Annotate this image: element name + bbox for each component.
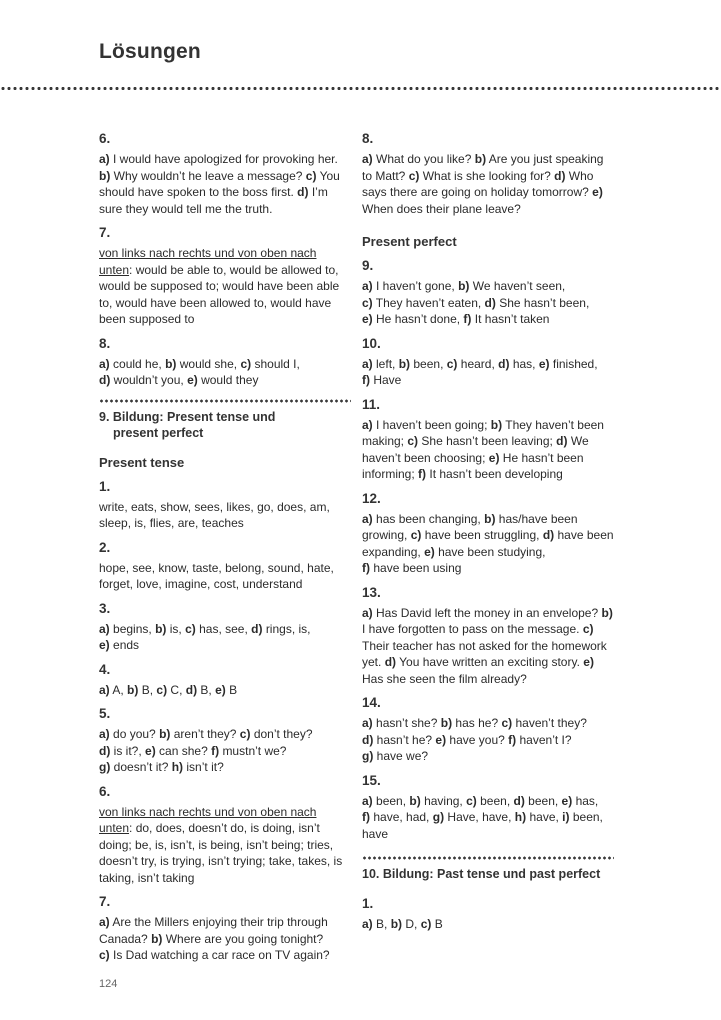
answer-text: write, eats, show, sees, likes, go, does, am, sleep, is, flies, are, teaches — [99, 499, 330, 530]
answer-text: a) begins, b) is, c) has, see, d) rings, is, e) ends — [99, 621, 311, 652]
page-number: 124 — [99, 978, 118, 990]
page-title: Lösungen — [99, 40, 201, 63]
exercise-number: 8. — [99, 335, 111, 351]
answer-text: a) do you? b) aren’t they? c) don’t they? d) is it?, e) can she? f) mustn’t we? g) doesn’t it? h) isn’t it? — [99, 727, 313, 774]
exercise-number: 12. — [362, 490, 381, 506]
answer-text: a) A, b) B, c) C, d) B, e) B — [99, 682, 238, 697]
exercise-number: 2. — [99, 539, 111, 555]
exercise-number: 13. — [362, 584, 381, 600]
answer-text: a) been, b) having, c) been, d) been, e) has, f) have, had, g) Have, have, h) have, i) been, have — [362, 793, 603, 841]
exercise-number: 6. — [99, 131, 111, 146]
exercise-number: 6. — [99, 783, 111, 799]
exercise-number: 14. — [362, 695, 381, 710]
exercise-number: 9. — [362, 258, 374, 273]
exercise-number: 8. — [362, 131, 374, 146]
answer-text: a) B, b) D, c) B — [362, 916, 443, 931]
exercise-number: 3. — [99, 600, 111, 616]
exercise-number: 5. — [99, 706, 111, 721]
answer-text: hope, see, know, taste, belong, sound, hate, forget, love, imagine, cost, understand — [99, 560, 334, 591]
exercise-number: 1. — [99, 478, 111, 494]
answer-text: a) Has David left the money in an envelope? b) I have forgotten to pass on the message. c) Their teacher has not asked for the homework yet. d) You have written an exciting story. e) Has she seen the film already? — [362, 605, 613, 686]
exercise-number: 7. — [99, 894, 111, 909]
right-column — [362, 130, 614, 932]
answer-text: a) hasn’t she? b) has he? c) haven’t they? d) hasn’t he? e) have you? f) haven’t I? g) have we? — [362, 716, 587, 763]
answer-text: a) Are the Millers enjoying their trip through Canada? b) Where are you going tonight? c) Is Dad watching a car race on TV again? — [99, 915, 330, 962]
dotted-divider — [0, 86, 721, 91]
exercise-number: 7. — [99, 225, 111, 240]
exercise-number: 10. — [362, 335, 381, 351]
exercise-number: 15. — [362, 772, 381, 788]
subsection-heading: Present tense — [99, 454, 185, 470]
subsection-heading: Present perfect — [362, 234, 457, 249]
exercise-number: 11. — [362, 396, 381, 412]
left-column — [99, 130, 351, 964]
exercise-number: 1. — [362, 895, 374, 911]
answer-text: a) has been changing, b) has/have been growing, c) have been struggling, d) have been expanding, e) have been studying, f) have been using — [362, 511, 614, 575]
exercise-number: 4. — [99, 661, 111, 677]
section-heading: 10. Bildung: Past tense und past perfect — [362, 867, 601, 881]
answer-text: von links nach rechts und von oben nach unten: would be able to, would be allowed to, would be supposed to; would have been able to, would have been allowed to, would have been supposed to — [99, 246, 340, 326]
section-divider — [362, 856, 614, 860]
answer-text: a) left, b) been, c) heard, d) has, e) finished, f) Have — [362, 356, 598, 387]
section-divider — [99, 399, 351, 403]
answer-text: a) I haven’t been going; b) They haven’t been making; c) She hasn’t been leaving; d) We haven’t been choosing; e) He hasn’t been informing; f) It hasn’t been developing — [362, 417, 604, 481]
answer-text: a) What do you like? b) Are you just speaking to Matt? c) What is she looking for? d) Who says there are going on holiday tomorrow? e) When does their plane leave? — [362, 152, 604, 216]
answer-text: a) I haven’t gone, b) We haven’t seen, c) They haven’t eaten, d) She hasn’t been, e) He hasn’t done, f) It hasn’t taken — [362, 279, 590, 326]
answer-text: a) I would have apologized for provoking her. b) Why wouldn’t he leave a message? c) You should have spoken to the boss first. d) I’m sure they would tell me the truth. — [99, 152, 340, 216]
section-heading: 9. Bildung: Present tense und present perfect — [99, 409, 276, 440]
answer-text: von links nach rechts und von oben nach unten: do, does, doesn’t do, is doing, isn’t doing; be, is, isn’t, is being, isn’t being; tries, doesn’t try, is trying, isn’t trying; take, takes, is taking, isn’t taking — [99, 804, 343, 885]
answer-text: a) could he, b) would she, c) should I, d) wouldn’t you, e) would they — [99, 356, 300, 387]
